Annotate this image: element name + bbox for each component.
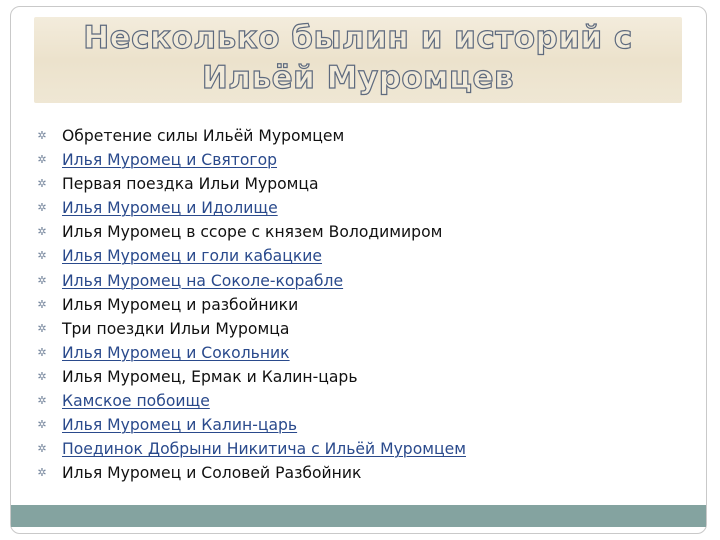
list-item bbox=[36, 293, 676, 317]
story-title: Илья Муромец и Соловей Разбойник bbox=[62, 464, 362, 483]
story-link[interactable]: Камское побоище bbox=[62, 392, 210, 411]
list-item bbox=[36, 244, 676, 268]
story-title: Три поездки Ильи Муромца bbox=[62, 319, 290, 338]
bullet-icon: ✲ bbox=[37, 345, 47, 359]
story-link[interactable]: Илья Муромец и Калин-царь bbox=[62, 416, 298, 435]
list-item bbox=[36, 148, 676, 172]
bullet-icon: ✲ bbox=[37, 225, 47, 239]
bullet-icon: ✲ bbox=[37, 201, 47, 215]
story-title: Илья Муромец и разбойники bbox=[62, 295, 299, 314]
bullet-icon: ✲ bbox=[37, 418, 47, 432]
footer-bar bbox=[11, 505, 706, 527]
list-item bbox=[36, 196, 676, 220]
list-item bbox=[36, 172, 676, 196]
story-link[interactable]: Илья Муромец и Сокольник bbox=[62, 343, 290, 362]
story-list bbox=[36, 124, 676, 485]
list-item bbox=[36, 317, 676, 341]
story-link[interactable]: Поединок Добрыни Никитича с Ильёй Муромцем bbox=[62, 440, 466, 459]
title-line-1: Несколько былин и историй с bbox=[83, 20, 633, 56]
list-item bbox=[36, 461, 676, 485]
story-link[interactable]: Илья Муромец и Идолище bbox=[62, 199, 278, 218]
bullet-icon: ✲ bbox=[37, 369, 47, 383]
bullet-icon: ✲ bbox=[37, 177, 47, 191]
story-title: Первая поездка Ильи Муромца bbox=[62, 175, 319, 194]
list-item bbox=[36, 220, 676, 244]
list-item bbox=[36, 437, 676, 461]
list-item bbox=[36, 389, 676, 413]
bullet-icon: ✲ bbox=[37, 394, 47, 408]
story-title: Обретение силы Ильёй Муромцем bbox=[62, 127, 345, 145]
story-title: Илья Муромец в ссоре с князем Володимиром bbox=[62, 223, 443, 242]
list-item bbox=[36, 413, 676, 437]
bullet-icon: ✲ bbox=[37, 321, 47, 335]
slide-title bbox=[34, 18, 682, 104]
list-item bbox=[36, 269, 676, 293]
story-title: Илья Муромец, Ермак и Калин-царь bbox=[62, 367, 358, 386]
bullet-icon: ✲ bbox=[37, 129, 47, 142]
story-link[interactable]: Илья Муромец на Соколе-корабле bbox=[62, 271, 344, 290]
story-link[interactable]: Илья Муромец и Святогор bbox=[62, 151, 278, 170]
bullet-icon: ✲ bbox=[37, 153, 47, 167]
bullet-icon: ✲ bbox=[37, 297, 47, 311]
bullet-icon: ✲ bbox=[37, 466, 47, 480]
list-item bbox=[36, 365, 676, 389]
title-line-2: Ильёй Муромцев bbox=[201, 60, 515, 96]
list-item bbox=[36, 341, 676, 365]
bullet-icon: ✲ bbox=[37, 442, 47, 456]
story-link[interactable]: Илья Муромец и голи кабацкие bbox=[62, 247, 322, 266]
bullet-icon: ✲ bbox=[37, 249, 47, 263]
bullet-icon: ✲ bbox=[37, 273, 47, 287]
list-item bbox=[36, 124, 676, 148]
